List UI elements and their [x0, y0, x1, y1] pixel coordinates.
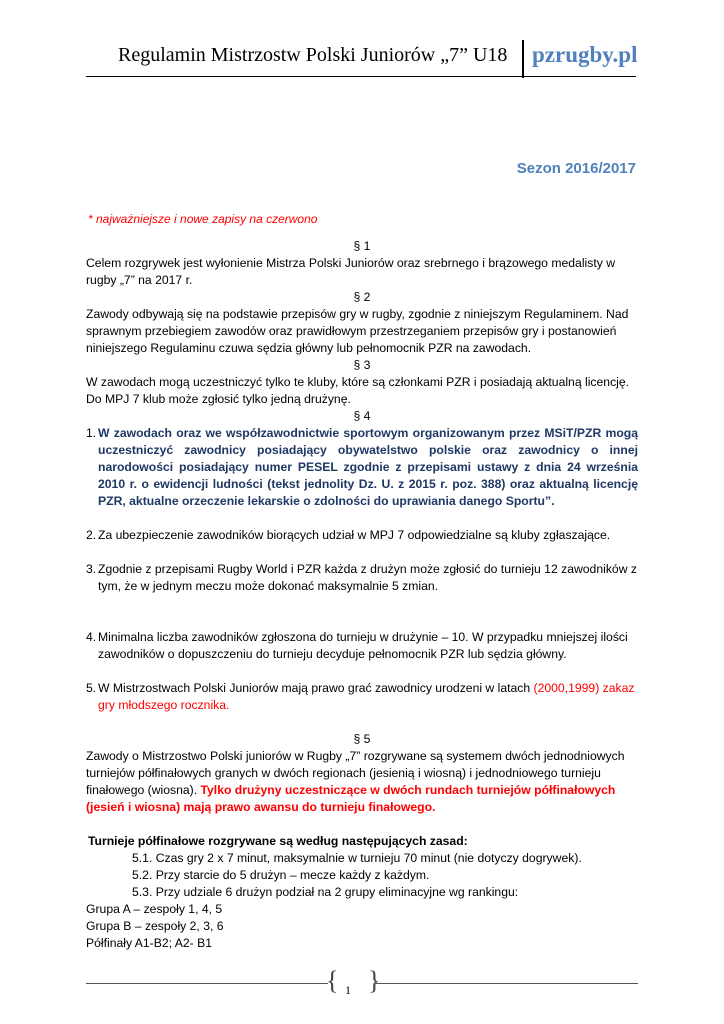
section-4-heading: § 4 [353, 409, 371, 423]
list-text: Za ubezpieczenie zawodników biorących udział w MPJ 7 odpowiedzialne są kluby zgłaszające. [98, 528, 611, 542]
section-5-heading: § 5 [353, 732, 371, 746]
section-2-text: Zawody odbywają się na podstawie przepisów gry w rugby, zgodnie z niniejszym Regulaminem. Nad sprawnym przebiegiem zawodów oraz prawidłowym przestrzeganiem przepisów gry i postanowień niniejszego Regulaminu czuwa sędzia główny lub pełnomocnik PZR na zawodach. [86, 307, 629, 355]
header-rule [86, 76, 636, 77]
rule-item: 5.3. Przy udziale 6 drużyn podział na 2 grupy eliminacyjne wg rankingu: [132, 885, 519, 899]
list-text: Zgodnie z przepisami Rugby World i PZR każda z drużyn może zgłosić do turnieju 12 zawodników z tym, że w jednym meczu może dokonać maksymalnie 5 zmian. [98, 562, 637, 593]
group-line: Grupa B – zespoły 2, 3, 6 [86, 919, 224, 933]
section-3-line-2: Do MPJ 7 klub może zgłosić tylko jedną drużynę. [86, 392, 351, 406]
section-3-line-1: W zawodach mogą uczestniczyć tylko te kluby, które są członkami PZR i posiadają aktualną licencję. [86, 375, 630, 389]
section-1-text: Celem rozgrywek jest wyłonienie Mistrza Polski Juniorów oraz srebrnego i brązowego medalisty w rugby „7” na 2017 r. [86, 256, 616, 287]
group-line: Półfinały A1-B2; A2- B1 [86, 936, 213, 950]
section-5-text-red: Tylko drużyny uczestniczące w dwóch rundach turniejów półfinałowych (jesień i wiosna) mają prawo awansu do turnieju finałowego. [86, 783, 616, 814]
rule-item: 5.2. Przy starcie do 5 drużyn – mecze każdy z każdym. [132, 868, 430, 882]
list-text [98, 680, 638, 714]
list-item [86, 680, 638, 714]
header-separator [522, 40, 524, 78]
list-item [86, 629, 638, 663]
red-note: * najważniejsze i nowe zapisy na czerwono [88, 212, 318, 226]
page-number: 1 [345, 983, 351, 997]
document-body [86, 238, 638, 952]
list-number: 5. [86, 681, 97, 695]
list-text-red: (2000,1999) zakaz gry młodszego rocznika. [98, 681, 635, 712]
list-number: 1. [86, 426, 97, 440]
section-5-text [86, 748, 638, 816]
rule-item: 5.1. Czas gry 2 x 7 minut, maksymalnie w turnieju 70 minut (nie dotyczy dogrywek). [132, 851, 582, 865]
season-label: Sezon 2016/2017 [516, 160, 636, 177]
list-number: 2. [86, 528, 97, 542]
list-text: W zawodach oraz we współzawodnictwie sportowym organizowanym przez MSiT/PZR mogą uczestniczyć zawodnicy posiadający obywatelstwo polskie oraz zawodnicy o innej narodowości posiadający numer PESEL zgodnie z przepisami ustawy z dnia 24 września 2010 r. o ewidencji ludności (tekst jednolity Dz. U. z 2015 r. poz. 388) oraz aktualną licencję PZR, aktualne orzeczenie lekarskie o zdolności do uprawiania danego Sportu”. [98, 426, 638, 508]
list-text: Minimalna liczba zawodników zgłoszona do turnieju w drużynie – 10. W przypadku mniejszej ilości zawodników o dopuszczeniu do turnieju decyduje pełnomocnik PZR lub sędzia główny. [98, 630, 628, 661]
section-3-heading: § 3 [353, 358, 371, 372]
list-item [86, 425, 638, 510]
list-text-black: W Mistrzostwach Polski Juniorów mają prawo grać zawodnicy urodzeni w latach [98, 681, 534, 695]
list-number: 4. [86, 630, 97, 644]
footer-bracket-right: } [368, 966, 381, 995]
list-item [86, 561, 638, 595]
section-5-text-black: Zawody o Mistrzostwo Polski juniorów w Rugby „7” rozgrywane są systemem dwóch jednodniowych turniejów półfinałowych granych w dwóch regionach (jesienią i wiosną) i jednodniowego turnieju finałowego (wiosna). [86, 749, 625, 797]
list-number: 3. [86, 562, 97, 576]
footer-bracket-left: { [326, 966, 339, 995]
header-brand: pzrugby.pl [532, 42, 638, 67]
rules-heading: Turnieje półfinałowe rozgrywane są według następujących zasad: [88, 834, 468, 848]
group-line: Grupa A – zespoły 1, 4, 5 [86, 902, 223, 916]
list-item [86, 527, 638, 544]
document-header-title: Regulamin Mistrzostw Polski Juniorów „7” U18 [118, 44, 508, 66]
section-1-heading: § 1 [353, 239, 371, 253]
section-2-heading: § 2 [353, 290, 371, 304]
